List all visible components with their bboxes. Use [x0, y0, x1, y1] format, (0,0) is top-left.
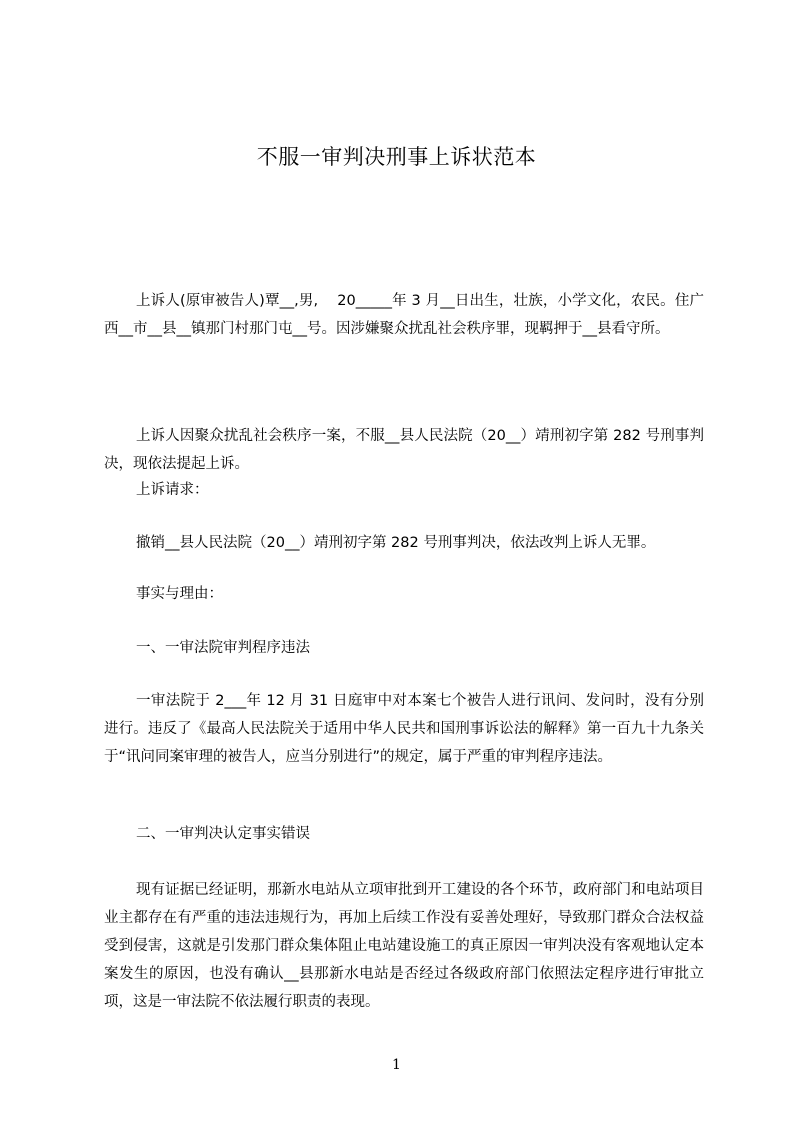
- paragraph-section-one-body: 一审法院于 2___年 12 月 31 日庭审中对本案七个被告人进行讯问、发问时，没有分别进行。违反了《最高人民法院关于适用中华人民共和国刑事诉讼法的解释》第一百九十九条关于“讯问同案审理的被告人，应当分别进行”的规定，属于严重的审判程序违法。: [104, 693, 704, 765]
- paragraph-section-two-heading: 二、一审判决认定事实错误: [136, 826, 310, 842]
- paragraph-facts-heading: 事实与理由：: [136, 586, 223, 602]
- document-title: 不服一审判决刑事上诉状范本: [256, 145, 537, 169]
- paragraph-appeal-request: 撤销__县人民法院（20__）靖刑初字第 282 号刑事判决，依法改判上诉人无罪。: [136, 535, 656, 551]
- paragraph-appeal-statement: 上诉人因聚众扰乱社会秩序一案，不服__县人民法院（20__）靖刑初字第 282 号刑事判决，现依法提起上诉。: [104, 428, 704, 472]
- paragraph-appellant-info: 上诉人(原审被告人)覃__,男, 20_____年 3 月__日出生，壮族，小学文化，农民。住广西__市__县__镇那门村那门屯__号。因涉嫌聚众扰乱社会秩序罪，现羁押于__县看守所。: [104, 293, 704, 337]
- paragraph-appeal-request-heading: 上诉请求：: [136, 482, 209, 498]
- paragraph-section-one-heading: 一、一审法院审判程序违法: [136, 640, 310, 656]
- paragraph-section-two-body: 现有证据已经证明，那新水电站从立项审批到开工建设的各个环节，政府部门和电站项目业主都存在有严重的违法违规行为，再加上后续工作没有妥善处理好，导致那门群众合法权益受到侵害，这就是引发那门群众集体阻止电站建设施工的真正原因一审判决没有客观地认定本案发生的原因，也没有确认__县那新水电站是否经过各级政府部门依照法定程序进行审批立项，这是一审法院不依法履行职责的表现。: [104, 882, 704, 1010]
- page-number: 1: [392, 1057, 401, 1073]
